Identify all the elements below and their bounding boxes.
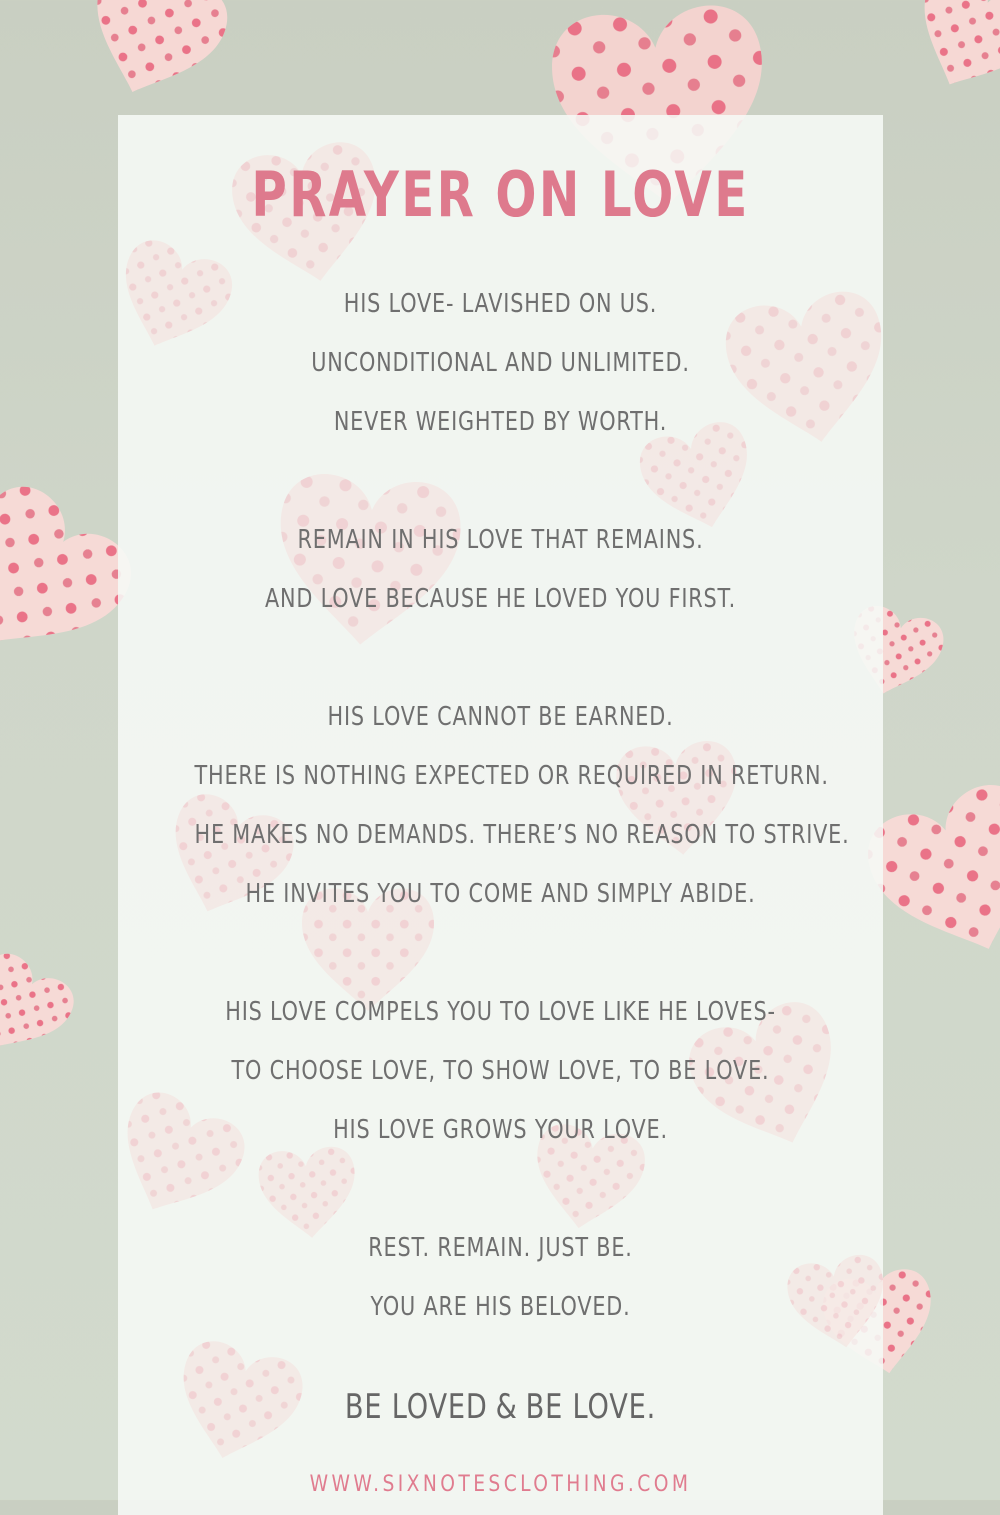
poem-line: HIS LOVE GROWS YOUR LOVE. — [333, 1115, 668, 1145]
poem-line: HIS LOVE CANNOT BE EARNED. — [327, 702, 674, 732]
heart-decoration — [0, 945, 82, 1070]
poem-line: HE MAKES NO DEMANDS. THERE’S NO REASON TO STRIVE. — [194, 820, 850, 850]
poem-line: AND LOVE BECAUSE HE LOVED YOU FIRST. — [264, 584, 737, 614]
poem-line: REMAIN IN HIS LOVE THAT REMAINS. — [297, 525, 704, 555]
poem-line: THERE IS NOTHING EXPECTED OR REQUIRED IN RETURN. — [194, 761, 829, 791]
poem-line: NEVER WEIGHTED BY WORTH. — [333, 407, 668, 437]
heart-decoration — [895, 0, 1000, 110]
poem-line: HIS LOVE- LAVISHED ON US. — [343, 289, 658, 319]
poem-line: REST. REMAIN. JUST BE. — [368, 1233, 633, 1263]
faint-heart — [270, 470, 464, 652]
closing-left: BE LOVED — [344, 1387, 488, 1427]
poem-line: HE INVITES YOU TO COME AND SIMPLY ABIDE. — [245, 879, 756, 909]
website-link[interactable]: WWW.SIXNOTESCLOTHING.COM — [309, 1472, 692, 1497]
heart-decoration — [70, 0, 236, 115]
closing-ampersand: & — [495, 1387, 518, 1427]
poem-line: UNCONDITIONAL AND UNLIMITED. — [311, 348, 690, 378]
closing-right: BE LOVE. — [525, 1387, 657, 1427]
prayer-card — [118, 115, 883, 1515]
faint-heart — [118, 1083, 254, 1235]
page-title: PRAYER ON LOVE — [251, 158, 750, 231]
faint-heart — [257, 1145, 360, 1242]
poem-line: HIS LOVE COMPELS YOU TO LOVE LIKE HE LOVES- — [225, 997, 776, 1027]
poem-line: TO CHOOSE LOVE, TO SHOW LOVE, TO BE LOVE. — [231, 1056, 770, 1086]
poem-line: YOU ARE HIS BELOVED. — [370, 1292, 631, 1322]
closing-line — [195, 1387, 807, 1427]
